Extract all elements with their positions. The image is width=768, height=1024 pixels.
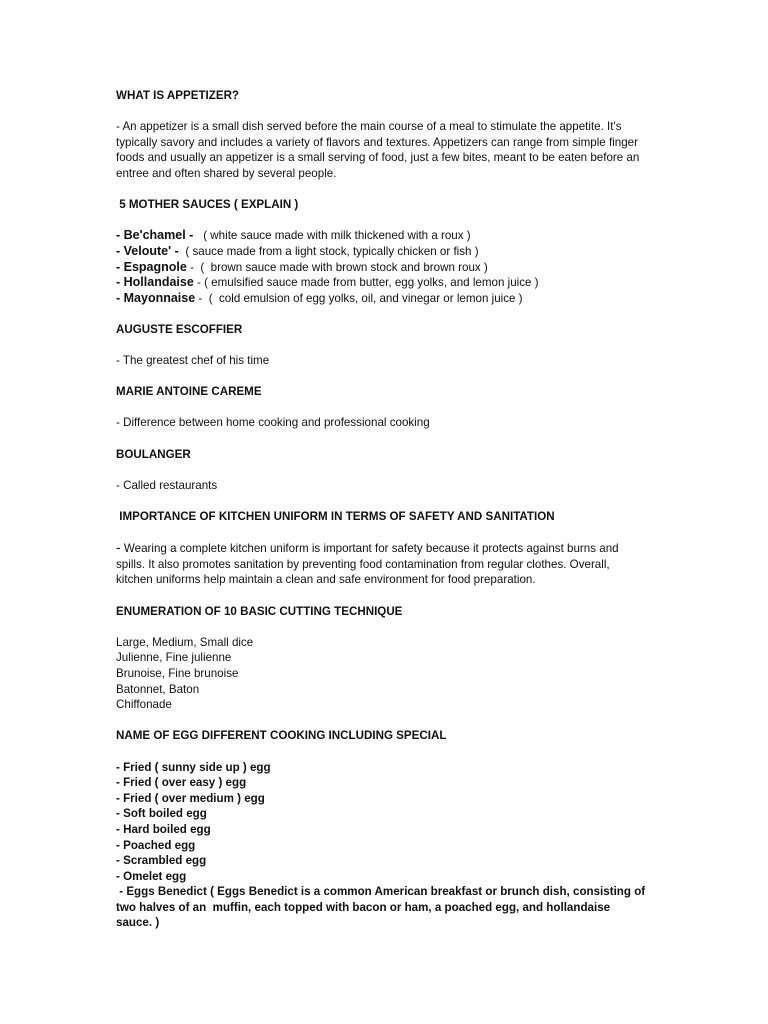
list-item: - Soft boiled egg [116, 807, 207, 821]
list-item [116, 228, 646, 244]
list-item: Large, Medium, Small dice [116, 635, 254, 649]
list-item: Chiffonade [116, 698, 172, 712]
careme-body: - Difference between home cooking and professional cooking [116, 416, 430, 430]
list-item: - Fried ( over easy ) egg [116, 776, 247, 790]
uniform-heading: IMPORTANCE OF KITCHEN UNIFORM IN TERMS OF SAFETY AND SANITATION [116, 510, 555, 524]
list-item: - Omelet egg [116, 869, 187, 883]
list-item: Batonnet, Baton [116, 682, 200, 696]
list-item [116, 244, 646, 260]
list-item: Julienne, Fine julienne [116, 651, 232, 665]
sauce-list [116, 228, 646, 306]
sauce-desc: - ( brown sauce made with brown stock and brown roux ) [186, 260, 488, 274]
sauce-desc: - ( cold emulsion of egg yolks, oil, and vinegar or lemon juice ) [195, 291, 523, 305]
list-item: - Hard boiled egg [116, 822, 211, 836]
list-item: - Scrambled egg [116, 854, 207, 868]
sauce-name: - Veloute' - [116, 243, 183, 258]
list-item: - Fried ( over medium ) egg [116, 791, 265, 805]
appetizer-body: - An appetizer is a small dish served before the main course of a meal to stimulate the appetite. It's typically savory and includes a variety of flavors and textures. Appetizers can range from simple finger foods and usually an appetizer is a small serving of food, just a few bites, meant to be eaten before an entree and often shared by several people. [116, 120, 640, 180]
sauce-name: - Espagnole [116, 259, 187, 274]
document-page [116, 88, 649, 931]
sauce-name: - Be'chamel - [116, 228, 197, 243]
escoffier-heading: AUGUSTE ESCOFFIER [116, 322, 243, 336]
cutting-list [116, 635, 646, 713]
list-item [116, 260, 646, 276]
sauce-desc: - ( emulsified sauce made from butter, egg yolks, and lemon juice ) [193, 276, 539, 290]
list-item [116, 291, 646, 307]
uniform-body [116, 540, 646, 588]
escoffier-body: - The greatest chef of his time [116, 354, 270, 368]
boulanger-heading: BOULANGER [116, 447, 191, 461]
eggs-heading: NAME OF EGG DIFFERENT COOKING INCLUDING SPECIAL [116, 729, 447, 743]
cutting-heading: ENUMERATION OF 10 BASIC CUTTING TECHNIQUE [116, 604, 403, 618]
uniform-dash: - [116, 539, 121, 556]
appetizer-heading: WHAT IS APPETIZER? [116, 89, 240, 102]
list-item [116, 275, 646, 291]
sauce-desc: ( sauce made from a light stock, typically chicken or fish ) [182, 244, 479, 258]
egg-list [116, 760, 649, 932]
careme-heading: MARIE ANTOINE CAREME [116, 385, 262, 399]
sauce-desc: ( white sauce made with milk thickened with a roux ) [196, 229, 471, 243]
list-item: - Poached egg [116, 838, 196, 852]
list-item: Brunoise, Fine brunoise [116, 666, 239, 680]
sauces-heading: 5 MOTHER SAUCES ( EXPLAIN ) [116, 198, 299, 212]
eggs-benedict-item: - Eggs Benedict ( Eggs Benedict is a common American breakfast or brunch dish, consisting of two halves of an muffin, each topped with bacon or ham, a poached egg, and hollandaise sauce. ) [116, 885, 649, 930]
sauce-name: - Mayonnaise [116, 290, 196, 305]
uniform-text: Wearing a complete kitchen uniform is important for safety because it protects against burns and spills. It also promotes sanitation by preventing food contamination from regular clothes. Overall, kitchen uniforms help maintain a clean and safe environment for food preparation. [116, 542, 619, 587]
boulanger-body: - Called restaurants [116, 478, 218, 492]
list-item: - Fried ( sunny side up ) egg [116, 760, 271, 774]
sauce-name: - Hollandaise [116, 275, 194, 290]
